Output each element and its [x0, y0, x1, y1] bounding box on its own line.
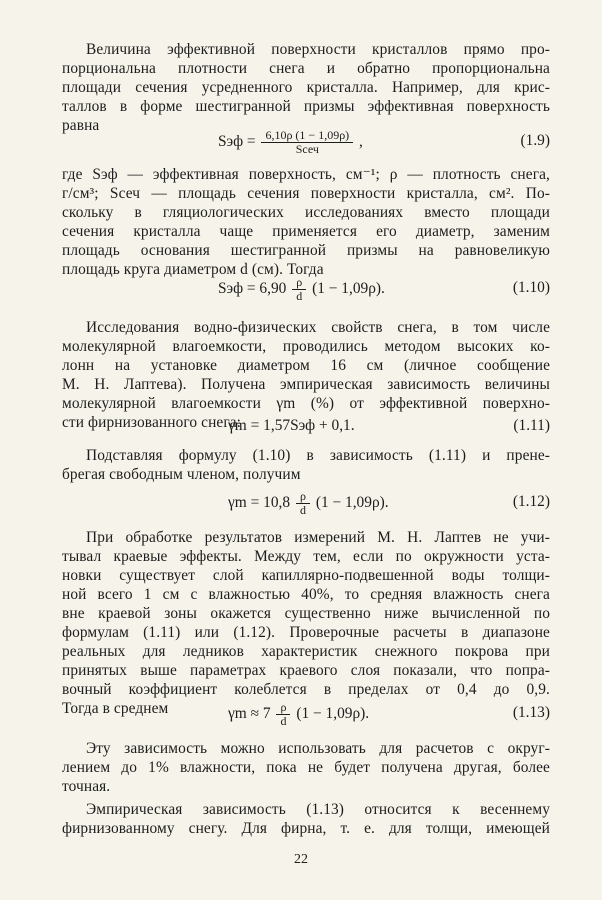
text-line: молекулярной влагоемкости, проводились методом высоких ко-: [62, 338, 550, 355]
formula-fraction: [292, 276, 306, 303]
equation-number-1-10: (1.10): [512, 279, 550, 296]
text-line: порциональна плотности снега и обратно пропорциональна: [62, 60, 550, 77]
equation-number-1-9: (1.9): [520, 132, 550, 149]
page-number: 22: [294, 852, 308, 867]
formula-tail: (1 − 1,09ρ).: [296, 705, 370, 723]
fraction-numerator: ρ: [292, 276, 306, 290]
text-line: При обработке результатов измерений М. Н. Лаптев не учи-: [86, 529, 550, 546]
text-line: реальных для ледников характеристик снежного покрова при: [62, 643, 550, 660]
formula-lhs: γm = 10,8: [228, 494, 291, 512]
formula-1-12: [228, 490, 389, 517]
formula-lhs: Sэф =: [218, 133, 256, 151]
equation-number-1-12: (1.12): [512, 493, 550, 510]
formula-fraction: [296, 490, 310, 517]
fraction-denominator: d: [299, 503, 306, 517]
formula-lhs: γm ≈ 7: [228, 705, 271, 723]
text-line: точная.: [62, 778, 111, 795]
text-line: лением до 1% влажности, пока не будет получена другая, более: [62, 759, 550, 776]
text-line: площадь основания шестигранной призмы на равновеликую: [62, 242, 550, 259]
formula-fraction: [276, 701, 290, 728]
formula-tail: (1 − 1,09ρ).: [315, 494, 389, 512]
formula-1-10: [218, 276, 385, 303]
text-line: площади сечения усредненного кристалла. Например, для крис-: [62, 79, 550, 96]
text-line: сти фирнизованного снега:: [62, 414, 242, 431]
text-line: брегая свободным членом, получим: [62, 466, 301, 483]
formula-1-13: [228, 701, 369, 728]
formula-1-11: γm = 1,57Sэф + 0,1.: [228, 417, 355, 434]
fraction-numerator: 6,10ρ (1 − 1,09ρ): [261, 129, 353, 143]
text-line: Тогда в среднем: [62, 700, 169, 717]
text-line: площадь круга диаметром d (см). Тогда: [62, 261, 324, 278]
text-line: сечения кристалла чаще применяется его диаметр, заменим: [62, 223, 550, 240]
text-line: Эту зависимость можно использовать для расчетов с округ-: [86, 740, 550, 757]
text-line: принятых выше параметрах краевого слоя показали, что попра-: [62, 662, 550, 679]
formula-fraction: [261, 129, 353, 156]
fraction-numerator: ρ: [296, 490, 310, 504]
formula-tail: ,: [359, 133, 363, 151]
formula-lhs: Sэф = 6,90: [218, 280, 287, 298]
text-line: лонн на установке диаметром 16 см (личное сообщение: [62, 357, 550, 374]
text-line: тывал краевые эффекты. Между тем, если по окружности уста-: [62, 548, 550, 565]
text-line: фирнизованному снегу. Для фирна, т. е. для толщи, имеющей: [62, 820, 550, 837]
text-line: Подставляя формулу (1.10) в зависимость (1.11) и прене-: [86, 447, 550, 464]
text-line: г/см³; Sсеч — площадь сечения поверхности кристалла, см². По-: [62, 185, 550, 202]
fraction-denominator: d: [296, 289, 303, 303]
text-line: вочный коэффициент колеблется в пределах от 0,4 до 0,9.: [62, 681, 550, 698]
text-line: таллов в форме шестигранной призмы эффективная поверхность: [62, 98, 550, 115]
text-line: вне краевой зоны окажется существенно ниже вычисленной по: [62, 605, 550, 622]
text-line: молекулярной влагоемкости γm (%) от эффективной поверхно-: [62, 395, 550, 412]
formula-1-9: [218, 129, 363, 156]
equation-number-1-13: (1.13): [512, 704, 550, 721]
text-line: Величина эффективной поверхности кристаллов прямо про-: [86, 41, 550, 58]
fraction-denominator: d: [280, 714, 287, 728]
text-line: Эмпирическая зависимость (1.13) относится к весеннему: [86, 801, 550, 818]
text-line: равна: [62, 117, 100, 134]
formula-tail: (1 − 1,09ρ).: [312, 280, 385, 298]
fraction-denominator: Sсеч: [295, 142, 319, 156]
text-line: скольку в гляциологических исследованиях вместо площади: [62, 204, 550, 221]
text-line: Исследования водно-физических свойств снега, в том числе: [86, 319, 550, 336]
text-line: где Sэф — эффективная поверхность, см⁻¹; ρ — плотность снега,: [62, 166, 550, 183]
fraction-numerator: ρ: [276, 701, 290, 715]
text-line: ной всего 1 см с влажностью 40%, то средняя влажность снега: [62, 586, 550, 603]
text-line: М. Н. Лаптева). Получена эмпирическая зависимость величины: [62, 376, 550, 393]
text-line: новки существует слой капиллярно-подвешенной воды толщи-: [62, 567, 550, 584]
equation-number-1-11: (1.11): [513, 417, 550, 434]
text-line: формулам (1.11) или (1.12). Проверочные расчеты в диапазоне: [62, 624, 550, 641]
